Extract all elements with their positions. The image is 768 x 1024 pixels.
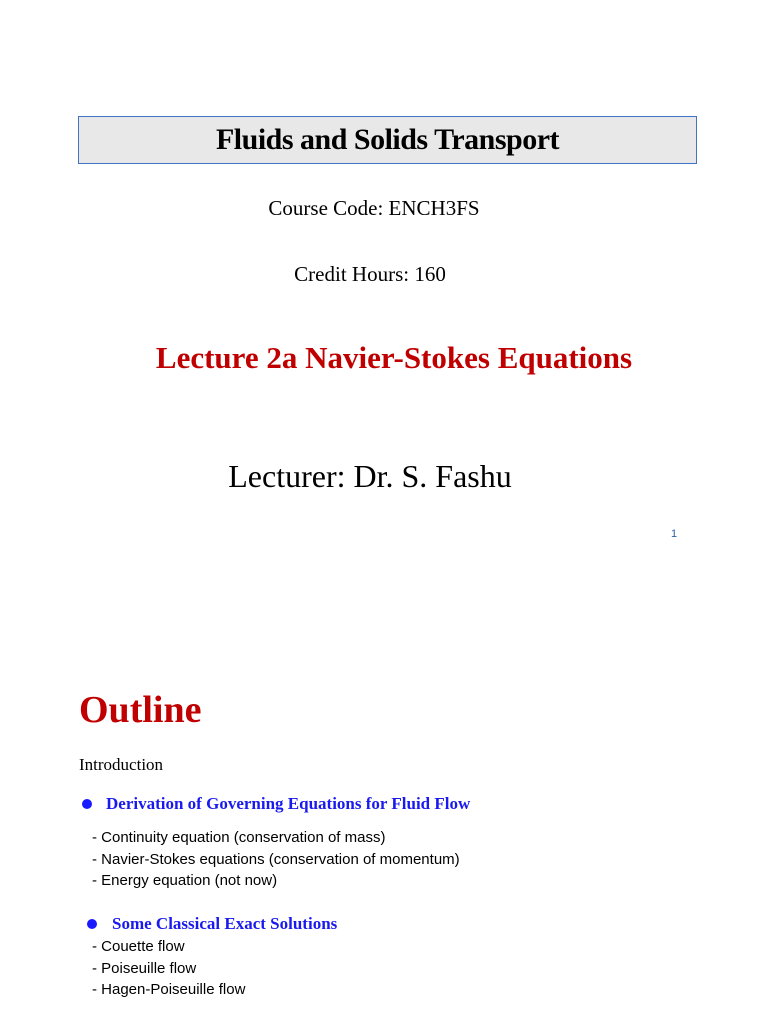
bullet-dot-icon [82, 799, 92, 809]
outline-section-derivation [82, 794, 470, 814]
page-number: 1 [671, 528, 678, 540]
outline-intro: Introduction [79, 755, 164, 774]
lecture-title: Lecture 2a Navier-Stokes Equations [155, 340, 633, 375]
section-title: Derivation of Governing Equations for Fluid Flow [106, 794, 471, 813]
lecturer-name: Lecturer: Dr. S. Fashu [228, 458, 512, 494]
course-title: Fluids and Solids Transport [215, 123, 560, 156]
section-title: Some Classical Exact Solutions [112, 914, 338, 933]
course-code: Course Code: ENCH3FS [268, 196, 480, 220]
list-item: - Navier-Stokes equations (conservation of momentum) [92, 850, 460, 868]
list-item: - Couette flow [92, 938, 185, 955]
list-item: - Continuity equation (conservation of mass) [92, 829, 386, 846]
list-item: - Hagen-Poiseuille flow [92, 981, 246, 998]
outline-section-exact-solutions [87, 914, 337, 934]
section-items-derivation [92, 827, 460, 892]
bullet-dot-icon [87, 919, 97, 929]
section-items-exact-solutions [92, 936, 245, 1001]
course-title-box [78, 116, 697, 164]
outline-heading: Outline [79, 689, 202, 731]
list-item: - Poiseuille flow [92, 959, 197, 977]
credit-hours: Credit Hours: 160 [294, 262, 446, 286]
list-item: - Energy equation (not now) [92, 872, 278, 889]
